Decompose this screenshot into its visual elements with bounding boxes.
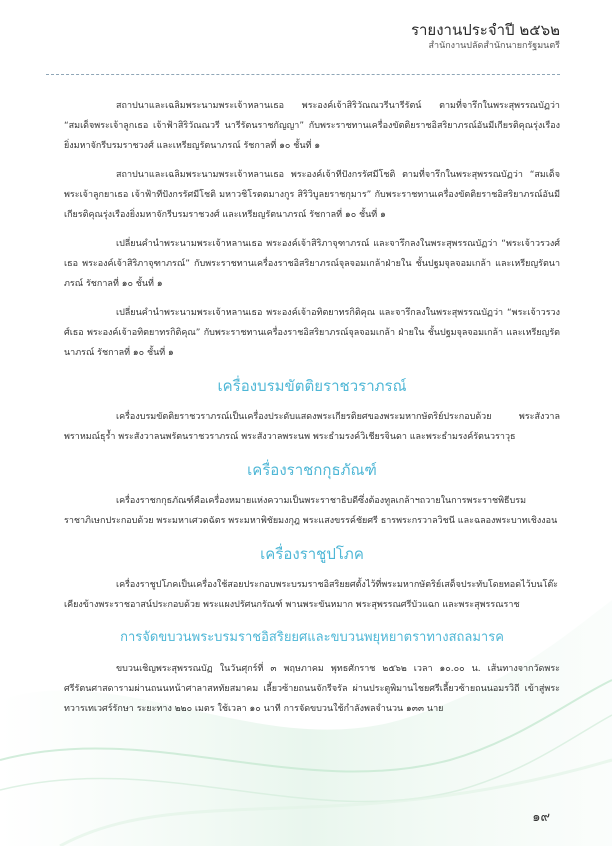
section-heading: เครื่องราชกกุธภัณฑ์	[247, 461, 377, 479]
body-paragraph: เปลี่ยนคำนำพระนามพระเจ้าหลานเธอ พระองค์เจ้าอทิตยาทรกิติคุณ และจารึกลงในพระสุพรรณบัฏว่า “พระเจ้าวรวงศ์เธอ พระองค์เจ้าอทิตยาทรกิติคุณ” กับพระราชทานเครื่องราชอิสริยาภรณ์จุลจอมเกล้า ฝ่ายใน ชั้นปฐมจุลจอมเกล้า และเหรียญรัตนาภรณ์ รัชกาลที่ ๑๐ ชั้นที่ ๑	[64, 308, 560, 358]
report-title: รายงานประจำปี ๒๕๖๒	[410, 21, 560, 39]
body-paragraph: สถาปนาและเฉลิมพระนามพระเจ้าหลานเธอ พระองค์เจ้าทีปังกรรัศมีโชติ ตามที่จารึกในพระสุพรรณบัฏว่า “สมเด็จพระเจ้าลูกยาเธอ เจ้าฟ้าทีปังกรรัศมีโชติ มหาวชิโรตตมางกูร สิริวิบูลยราชกุมาร” กับพระราชทานเครื่องขัตติยราชอิสริยาภรณ์อันมีเกียรติคุณรุ่งเรืองยิ่งมหาจักรีบรมราชวงศ์ และเหรียญรัตนาภรณ์ รัชกาลที่ ๑๐ ชั้นที่ ๑	[64, 170, 560, 220]
page-header	[411, 20, 560, 52]
body-paragraph: เปลี่ยนคำนำพระนามพระเจ้าหลานเธอ พระองค์เจ้าสิริภาจุฑาภรณ์ และจารึกลงในพระสุพรรณบัฏว่า “พระเจ้าวรวงศ์เธอ พระองค์เจ้าสิริภาจุฑาภรณ์” กับพระราชทานเครื่องราชอิสริยาภรณ์จุลจอมเกล้าฝ่ายใน ชั้นปฐมจุลจอมเกล้า และเหรียญรัตนาภรณ์ รัชกาลที่ ๑๐ ชั้นที่ ๑	[64, 239, 560, 289]
body-paragraph: ขบวนเชิญพระสุพรรณบัฏ ในวันศุกร์ที่ ๓ พฤษภาคม พุทธศักราช ๒๕๖๒ เวลา ๑๐.๐๐ น. เส้นทางจากวัดพระศรีรัตนศาสดารามผ่านถนนหน้าศาลาสหทัยสมาคม เลี้ยวซ้ายถนนจักรีจรัล ผ่านประตูพิมานไชยศรีเลี้ยวซ้ายถนนอมรวิถี เข้าสู่พระทวารเทเวศร์รักษา ระยะทาง ๒๒๐ เมตร ใช้เวลา ๑๐ นาที การจัดขบวนใช้กำลังพลจำนวน ๑๓๓ นาย	[64, 664, 560, 714]
body-paragraph: เครื่องบรมขัตติยราชวราภรณ์เป็นเครื่องประดับแสดงพระเกียรติยศของพระมหากษัตริย์ประกอบด้วย พระสังวาลพราหมณ์ธุร้ำ พระสังวาลนพรัตนราชวราภรณ์ พระสังวาลพระนพ พระธำมรงค์วิเชียรจินดา และพระธำมรงค์รัตนวราวุธ	[64, 412, 560, 442]
body-paragraph: สถาปนาและเฉลิมพระนามพระเจ้าหลานเธอ พระองค์เจ้าสิริวัณณวรีนารีรัตน์ ตามที่จารึกในพระสุพรรณบัฏว่า “สมเด็จพระเจ้าลูกเธอ เจ้าฟ้าสิริวัณณวรี นารีรัตนราชกัญญา” กับพระราชทานเครื่องขัตติยราชอิสริยาภรณ์อันมีเกียรติคุณรุ่งเรืองยิ่งมหาจักรีบรมราชวงศ์ และเหรียญรัตนาภรณ์ รัชกาลที่ ๑๐ ชั้นที่ ๑	[64, 101, 560, 151]
section-heading: การจัดขบวนพระบรมราชอิสริยยศและขบวนพยุหยาตราทางสถลมารค	[120, 630, 504, 645]
body-paragraph: เครื่องราชกกุธภัณฑ์คือเครื่องหมายแห่งความเป็นพระราชาธิบดีซึ่งต้องทูลเกล้าฯถวายในการพระราชพิธีบรมราชาภิเษกประกอบด้วย พระมหาเศวตฉัตร พระมหาพิชัยมงกุฎ พระแสงขรรค์ชัยศรี ธารพระกรวาลวิชนี และฉลองพระบาทเชิงงอน	[64, 496, 558, 526]
header-divider	[46, 74, 560, 75]
report-subtitle: สำนักงานปลัดสำนักนายกรัฐมนตรี	[428, 41, 560, 51]
section-heading: เครื่องราชูปโภค	[260, 545, 364, 563]
page-number: ๑๙	[532, 810, 550, 825]
body-paragraph: เครื่องราชูปโภคเป็นเครื่องใช้สอยประกอบพระบรมราชอิสริยยศตั้งไว้ที่พระมหากษัตริย์เสด็จประทับโดยทอดไว้บนโต๊ะเคียงข้างพระราชอาสน์ประกอบด้วย พระแผงปรัศนกรัณฑ์ พานพระขันหมาก พระสุพรรณศรีบัวแฉก และพระสุพรรณราช	[64, 580, 559, 610]
section-heading: เครื่องบรมขัตติยราชวราภรณ์	[217, 377, 407, 395]
document-body	[64, 96, 560, 728]
